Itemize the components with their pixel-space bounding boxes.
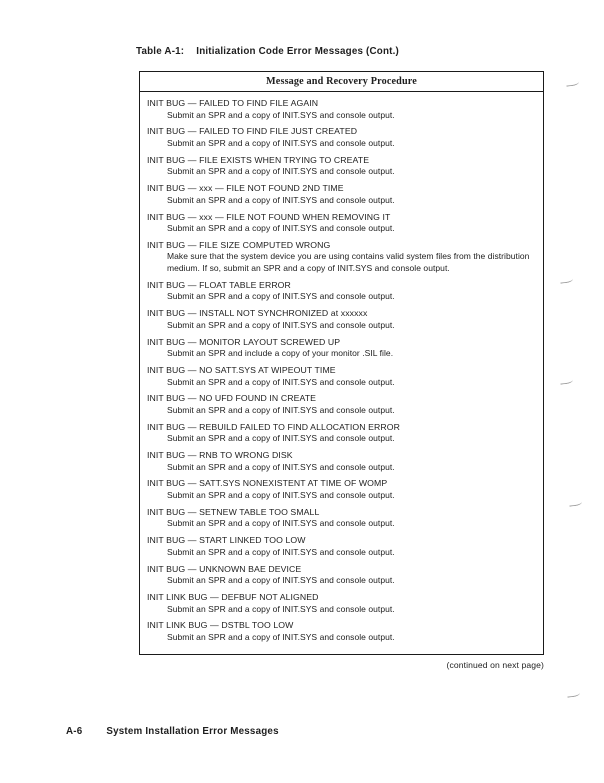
table-row — [147, 507, 534, 530]
table-row — [147, 126, 534, 149]
table-row — [147, 240, 534, 275]
error-message: INIT BUG — NO SATT.SYS AT WIPEOUT TIME — [147, 364, 336, 375]
table-row — [147, 592, 534, 615]
table-row — [147, 422, 534, 445]
recovery-instruction: Submit an SPR and a copy of INIT.SYS and console output. — [167, 319, 395, 330]
error-message: INIT BUG — START LINKED TOO LOW — [147, 535, 306, 546]
recovery-instruction: Submit an SPR and a copy of INIT.SYS and console output. — [167, 137, 395, 148]
table-row — [147, 564, 534, 587]
recovery-instruction: Submit an SPR and a copy of INIT.SYS and console output. — [167, 603, 395, 614]
recovery-instruction: Submit an SPR and a copy of INIT.SYS and console output. — [167, 404, 395, 415]
recovery-instruction: Make sure that the system device you are using contains valid system files from the distribution medium. If so, submit an SPR and a copy of INIT.SYS and console output. — [167, 251, 530, 274]
table-row — [147, 337, 534, 360]
table-row — [147, 98, 534, 121]
scan-artifact-mark — [567, 690, 581, 697]
table-row — [147, 212, 534, 235]
table-caption-label: Table A-1: — [136, 46, 185, 57]
continued-note: (continued on next page) — [446, 660, 544, 670]
error-message: INIT BUG — MONITOR LAYOUT SCREWED UP — [147, 336, 341, 347]
recovery-instruction: Submit an SPR and a copy of INIT.SYS and console output. — [167, 433, 395, 444]
table-row — [147, 183, 534, 206]
table-row — [147, 365, 534, 388]
error-message: INIT BUG — SATT.SYS NONEXISTENT AT TIME OF WOMP — [147, 478, 388, 489]
page-footer — [66, 726, 279, 737]
recovery-instruction: Submit an SPR and a copy of INIT.SYS and console output. — [167, 631, 395, 642]
error-message: INIT BUG — REBUILD FAILED TO FIND ALLOCATION ERROR — [147, 421, 400, 432]
table-body — [140, 92, 543, 644]
error-message: INIT LINK BUG — DEFBUF NOT ALIGNED — [147, 591, 319, 602]
table-row — [147, 620, 534, 643]
recovery-instruction: Submit an SPR and a copy of INIT.SYS and console output. — [167, 194, 395, 205]
error-message: INIT LINK BUG — DSTBL TOO LOW — [147, 620, 294, 631]
error-message: INIT BUG — FILE SIZE COMPUTED WRONG — [147, 239, 331, 250]
recovery-instruction: Submit an SPR and a copy of INIT.SYS and console output. — [167, 376, 395, 387]
error-message: INIT BUG — FAILED TO FIND FILE AGAIN — [147, 98, 319, 108]
table-caption — [136, 46, 399, 57]
scan-artifact-mark — [560, 276, 574, 283]
page-number: A-6 — [66, 726, 83, 737]
error-message: INIT BUG — SETNEW TABLE TOO SMALL — [147, 506, 320, 517]
error-message: INIT BUG — FAILED TO FIND FILE JUST CREATED — [147, 126, 358, 137]
table-caption-text: Initialization Code Error Messages (Cont.) — [196, 46, 400, 57]
recovery-instruction: Submit an SPR and a copy of INIT.SYS and console output. — [167, 166, 395, 177]
footer-title: System Installation Error Messages — [106, 726, 279, 737]
recovery-instruction: Submit an SPR and a copy of INIT.SYS and console output. — [167, 461, 395, 472]
error-message: INIT BUG — INSTALL NOT SYNCHRONIZED at xxxxxx — [147, 308, 368, 319]
table-row — [147, 535, 534, 558]
scan-artifact-mark — [560, 377, 574, 384]
table-row — [147, 308, 534, 331]
table-row — [147, 280, 534, 303]
error-message: INIT BUG — xxx — FILE NOT FOUND 2ND TIME — [147, 183, 344, 194]
error-message: INIT BUG — NO UFD FOUND IN CREATE — [147, 393, 317, 404]
recovery-instruction: Submit an SPR and a copy of INIT.SYS and console output. — [167, 109, 395, 120]
scan-artifact-mark — [566, 79, 580, 86]
recovery-instruction: Submit an SPR and include a copy of your monitor .SIL file. — [167, 348, 394, 359]
table-row — [147, 450, 534, 473]
error-message: INIT BUG — FILE EXISTS WHEN TRYING TO CREATE — [147, 154, 370, 165]
recovery-instruction: Submit an SPR and a copy of INIT.SYS and console output. — [167, 546, 395, 557]
error-message: INIT BUG — UNKNOWN BAE DEVICE — [147, 563, 302, 574]
table-row — [147, 478, 534, 501]
error-message: INIT BUG — xxx — FILE NOT FOUND WHEN REMOVING IT — [147, 211, 391, 222]
table-row — [147, 393, 534, 416]
error-message: INIT BUG — RNB TO WRONG DISK — [147, 450, 293, 461]
recovery-instruction: Submit an SPR and a copy of INIT.SYS and console output. — [167, 575, 395, 586]
error-message-table — [139, 71, 544, 655]
table-header: Message and Recovery Procedure — [140, 72, 543, 92]
recovery-instruction: Submit an SPR and a copy of INIT.SYS and console output. — [167, 490, 395, 501]
recovery-instruction: Submit an SPR and a copy of INIT.SYS and console output. — [167, 223, 395, 234]
recovery-instruction: Submit an SPR and a copy of INIT.SYS and console output. — [167, 518, 395, 529]
recovery-instruction: Submit an SPR and a copy of INIT.SYS and console output. — [167, 291, 395, 302]
scan-artifact-mark — [569, 499, 583, 506]
error-message: INIT BUG — FLOAT TABLE ERROR — [147, 279, 291, 290]
table-row — [147, 155, 534, 178]
